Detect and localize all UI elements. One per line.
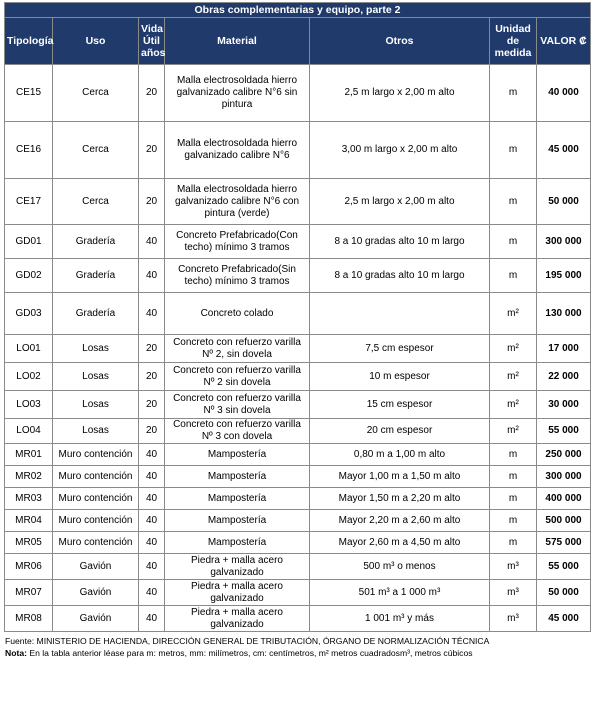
cell-unidad: m: [490, 466, 537, 488]
cell-otros: 8 a 10 gradas alto 10 m largo: [310, 225, 490, 259]
cell-uso: Gradería: [53, 293, 139, 335]
cell-material: Mampostería: [165, 466, 310, 488]
table-row: [5, 466, 591, 488]
cell-material: Concreto con refuerzo varilla Nº 3 sin dovela: [165, 391, 310, 419]
cell-valor: 575 000: [537, 532, 591, 554]
cell-otros: 7,5 cm espesor: [310, 335, 490, 363]
cell-otros: 1 001 m³ y más: [310, 606, 490, 632]
header-uso: Uso: [53, 18, 139, 65]
cell-unidad: m: [490, 259, 537, 293]
table-row: [5, 293, 591, 335]
cell-tipologia: LO01: [5, 335, 53, 363]
cell-tipologia: MR07: [5, 580, 53, 606]
cell-material: Malla electrosoldada hierro galvanizado calibre N°6: [165, 122, 310, 179]
cell-valor: 400 000: [537, 488, 591, 510]
footer-note: [5, 648, 473, 658]
cell-material: Concreto con refuerzo varilla Nº 2 sin dovela: [165, 363, 310, 391]
footer-note-text: En la tabla anterior léase para m: metros, mm: milímetros, cm: centímetros, m² metros cuadradosm³, metros cúbicos: [26, 648, 473, 658]
cell-valor: 500 000: [537, 510, 591, 532]
cell-valor: 55 000: [537, 419, 591, 444]
cell-vida: 20: [139, 335, 165, 363]
cell-otros: [310, 293, 490, 335]
cell-vida: 20: [139, 122, 165, 179]
cell-valor: 130 000: [537, 293, 591, 335]
cell-vida: 20: [139, 65, 165, 122]
cell-vida: 40: [139, 606, 165, 632]
cell-uso: Losas: [53, 335, 139, 363]
table-title: Obras complementarias y equipo, parte 2: [5, 3, 591, 18]
cell-valor: 45 000: [537, 606, 591, 632]
cell-uso: Muro contención: [53, 466, 139, 488]
cell-material: Concreto colado: [165, 293, 310, 335]
table-row: [5, 444, 591, 466]
cell-unidad: m: [490, 510, 537, 532]
cell-unidad: m²: [490, 419, 537, 444]
table-row: [5, 259, 591, 293]
cell-valor: 55 000: [537, 554, 591, 580]
cell-uso: Muro contención: [53, 488, 139, 510]
cell-tipologia: MR04: [5, 510, 53, 532]
cell-material: Piedra + malla acero galvanizado: [165, 554, 310, 580]
table-row: [5, 335, 591, 363]
cell-vida: 40: [139, 293, 165, 335]
cell-valor: 50 000: [537, 179, 591, 225]
cell-uso: Gavión: [53, 554, 139, 580]
cell-unidad: m: [490, 532, 537, 554]
cell-otros: Mayor 2,20 m a 2,60 m alto: [310, 510, 490, 532]
cell-tipologia: MR06: [5, 554, 53, 580]
table-row: [5, 606, 591, 632]
cell-otros: 0,80 m a 1,00 m alto: [310, 444, 490, 466]
header-otros: Otros: [310, 18, 490, 65]
cell-unidad: m: [490, 225, 537, 259]
cell-otros: 500 m³ o menos: [310, 554, 490, 580]
cell-otros: Mayor 1,50 m a 2,20 m alto: [310, 488, 490, 510]
cell-vida: 40: [139, 510, 165, 532]
table-row: [5, 532, 591, 554]
cell-unidad: m: [490, 122, 537, 179]
cell-uso: Losas: [53, 419, 139, 444]
cell-material: Concreto Prefabricado(Con techo) mínimo 3 tramos: [165, 225, 310, 259]
cell-valor: 300 000: [537, 225, 591, 259]
cell-unidad: m³: [490, 580, 537, 606]
table-row: [5, 122, 591, 179]
cell-material: Mampostería: [165, 510, 310, 532]
cell-otros: 3,00 m largo x 2,00 m alto: [310, 122, 490, 179]
cell-uso: Gradería: [53, 259, 139, 293]
cell-vida: 20: [139, 419, 165, 444]
cell-vida: 40: [139, 444, 165, 466]
cell-unidad: m³: [490, 606, 537, 632]
cell-uso: Cerca: [53, 122, 139, 179]
table-row: [5, 179, 591, 225]
cell-uso: Cerca: [53, 179, 139, 225]
cell-valor: 50 000: [537, 580, 591, 606]
cell-valor: 30 000: [537, 391, 591, 419]
cell-tipologia: CE15: [5, 65, 53, 122]
table-row: [5, 419, 591, 444]
cell-tipologia: MR03: [5, 488, 53, 510]
cell-otros: 8 a 10 gradas alto 10 m largo: [310, 259, 490, 293]
cell-vida: 40: [139, 488, 165, 510]
cell-vida: 20: [139, 363, 165, 391]
cell-material: Concreto con refuerzo varilla Nº 2, sin dovela: [165, 335, 310, 363]
cell-unidad: m: [490, 65, 537, 122]
cell-otros: 10 m espesor: [310, 363, 490, 391]
cell-otros: 2,5 m largo x 2,00 m alto: [310, 179, 490, 225]
cell-tipologia: LO02: [5, 363, 53, 391]
header-unidad: Unidad de medida: [490, 18, 537, 65]
cell-vida: 20: [139, 179, 165, 225]
cell-material: Piedra + malla acero galvanizado: [165, 580, 310, 606]
cell-material: Mampostería: [165, 532, 310, 554]
cell-tipologia: LO03: [5, 391, 53, 419]
table-row: [5, 580, 591, 606]
cell-tipologia: MR01: [5, 444, 53, 466]
table-row: [5, 225, 591, 259]
cell-valor: 250 000: [537, 444, 591, 466]
cell-unidad: m: [490, 444, 537, 466]
cell-vida: 40: [139, 259, 165, 293]
cell-tipologia: LO04: [5, 419, 53, 444]
cell-tipologia: CE16: [5, 122, 53, 179]
cell-unidad: m²: [490, 363, 537, 391]
cell-uso: Muro contención: [53, 532, 139, 554]
cell-tipologia: GD03: [5, 293, 53, 335]
cell-tipologia: GD02: [5, 259, 53, 293]
cell-material: Piedra + malla acero galvanizado: [165, 606, 310, 632]
cell-otros: 20 cm espesor: [310, 419, 490, 444]
cell-unidad: m²: [490, 391, 537, 419]
cell-tipologia: CE17: [5, 179, 53, 225]
cell-uso: Losas: [53, 363, 139, 391]
cell-material: Concreto Prefabricado(Sin techo) mínimo 3 tramos: [165, 259, 310, 293]
header-tipologia: Tipología: [5, 18, 53, 65]
cell-vida: 20: [139, 391, 165, 419]
cell-unidad: m²: [490, 335, 537, 363]
cell-uso: Gavión: [53, 606, 139, 632]
header-material: Material: [165, 18, 310, 65]
cell-tipologia: MR08: [5, 606, 53, 632]
cell-valor: 195 000: [537, 259, 591, 293]
footer-note-label: Nota:: [5, 648, 27, 658]
table-row: [5, 391, 591, 419]
cell-material: Mampostería: [165, 444, 310, 466]
cell-valor: 22 000: [537, 363, 591, 391]
cell-vida: 40: [139, 554, 165, 580]
cell-material: Malla electrosoldada hierro galvanizado calibre N°6 sin pintura: [165, 65, 310, 122]
cell-vida: 40: [139, 225, 165, 259]
cell-uso: Gradería: [53, 225, 139, 259]
cell-uso: Losas: [53, 391, 139, 419]
cell-unidad: m: [490, 179, 537, 225]
obras-table: [4, 2, 591, 632]
cell-unidad: m³: [490, 554, 537, 580]
header-valor: VALOR ₡: [537, 18, 591, 65]
cell-valor: 17 000: [537, 335, 591, 363]
cell-uso: Gavión: [53, 580, 139, 606]
cell-unidad: m: [490, 488, 537, 510]
cell-material: Malla electrosoldada hierro galvanizado calibre N°6 con pintura (verde): [165, 179, 310, 225]
table-row: [5, 488, 591, 510]
table-row: [5, 554, 591, 580]
cell-vida: 40: [139, 580, 165, 606]
cell-valor: 45 000: [537, 122, 591, 179]
cell-otros: 15 cm espesor: [310, 391, 490, 419]
table-row: [5, 65, 591, 122]
table-row: [5, 510, 591, 532]
cell-material: Mampostería: [165, 488, 310, 510]
cell-tipologia: GD01: [5, 225, 53, 259]
cell-valor: 300 000: [537, 466, 591, 488]
cell-otros: 501 m³ a 1 000 m³: [310, 580, 490, 606]
cell-unidad: m²: [490, 293, 537, 335]
header-vida-util: Vida Útil años: [139, 18, 165, 65]
cell-vida: 40: [139, 532, 165, 554]
cell-uso: Muro contención: [53, 444, 139, 466]
cell-uso: Muro contención: [53, 510, 139, 532]
cell-tipologia: MR05: [5, 532, 53, 554]
cell-tipologia: MR02: [5, 466, 53, 488]
cell-material: Concreto con refuerzo varilla Nº 3 con dovela: [165, 419, 310, 444]
footer-source: Fuente: MINISTERIO DE HACIENDA, DIRECCIÓN GENERAL DE TRIBUTACIÓN, ÓRGANO DE NORMALIZACIÓN TÉCNICA: [5, 636, 490, 646]
cell-otros: Mayor 1,00 m a 1,50 m alto: [310, 466, 490, 488]
cell-vida: 40: [139, 466, 165, 488]
cell-valor: 40 000: [537, 65, 591, 122]
cell-uso: Cerca: [53, 65, 139, 122]
cell-otros: 2,5 m largo x 2,00 m alto: [310, 65, 490, 122]
cell-otros: Mayor 2,60 m a 4,50 m alto: [310, 532, 490, 554]
table-row: [5, 363, 591, 391]
